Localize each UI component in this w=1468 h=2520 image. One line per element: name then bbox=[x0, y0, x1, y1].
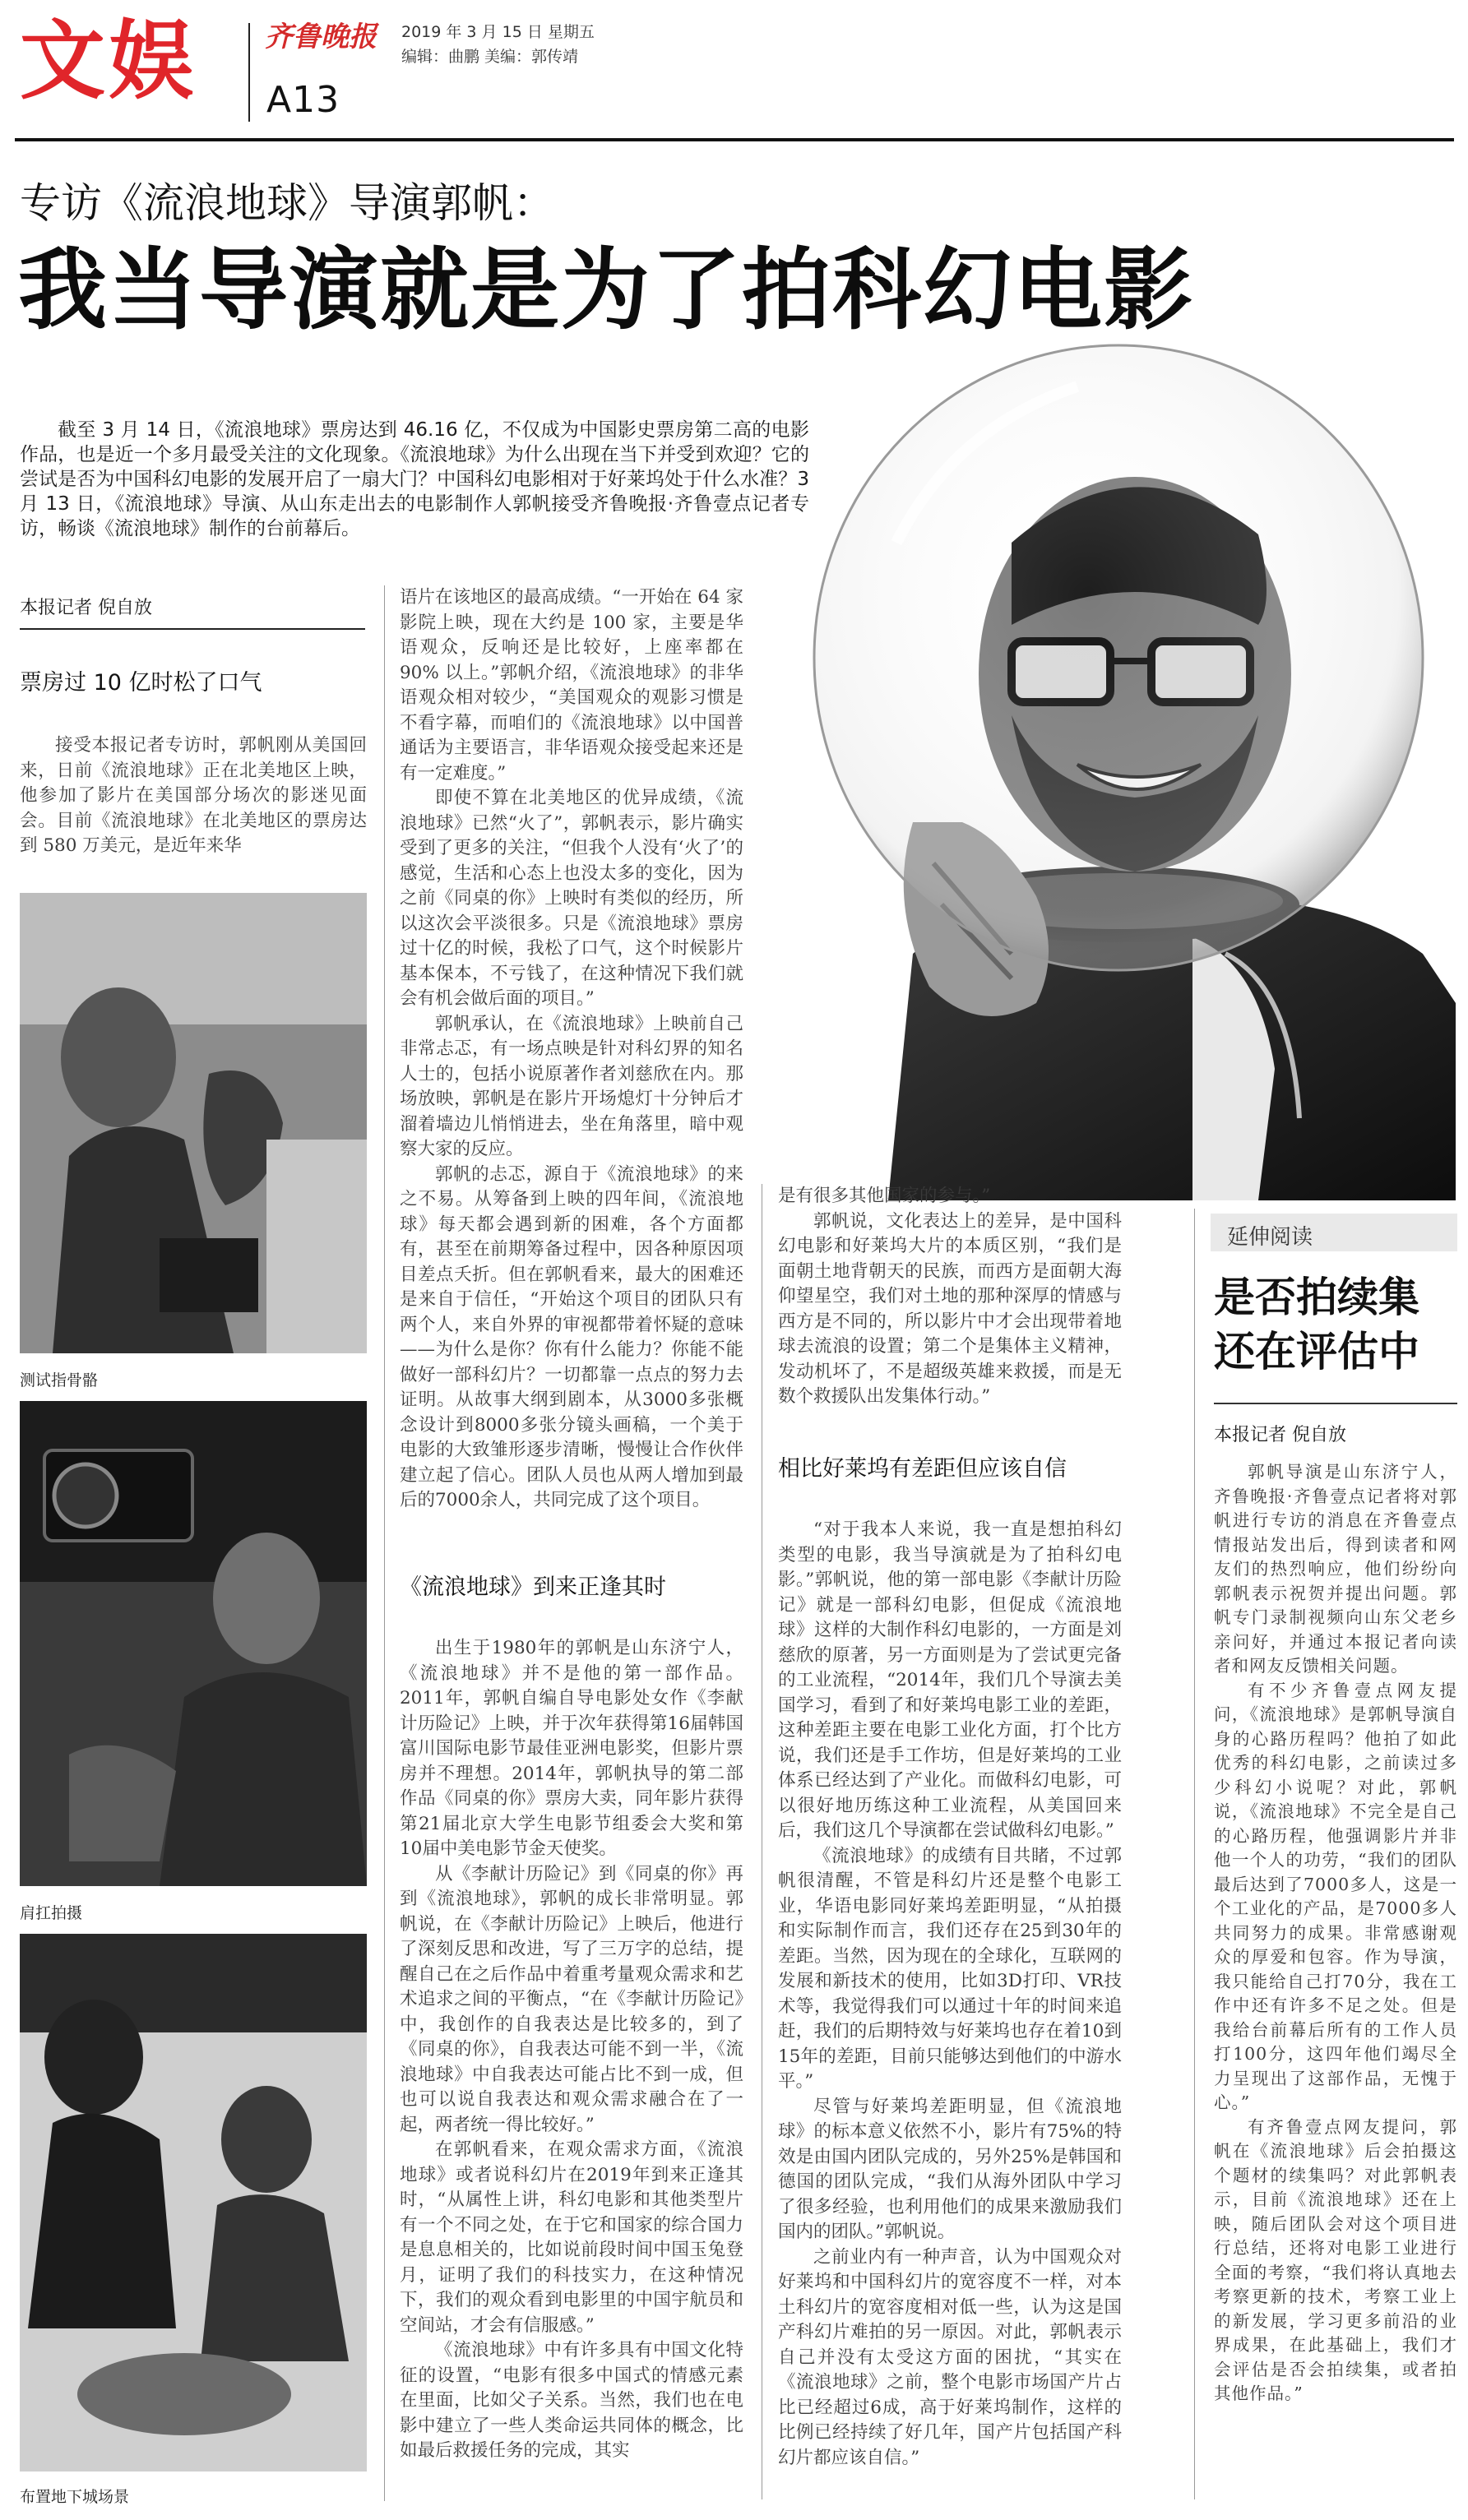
paper-logo: 齐鲁晚报 bbox=[265, 21, 377, 53]
column-divider bbox=[384, 585, 385, 2501]
paragraph: 《流浪地球》的成绩有目共睹，不过郭帆很清醒，不管是科幻片还是整个电影工业，华语电影同好莱坞差距明显，“从拍摄和实际制作而言，我们还存在25到30年的差距。当然，因为现在的全球化，互联网的发展和新技术的使用，比如3D打印、VR技术等，我觉得我们可以通过十年的时间来追赶，我们的后期特效与好莱坞也存在着10到15年的差距，目前只能够达到他们的中游水平。” bbox=[778, 1845, 1122, 2092]
sidebar-tag: 延伸阅读 bbox=[1227, 1225, 1313, 1250]
headline-main: 我当导演就是为了拍科幻电影 bbox=[18, 239, 1195, 342]
paragraph: 尽管与好莱坞差距明显，但《流浪地球》的标本意义依然不小，影片有75%的特效是由国内团队完成的，另外25%是韩国和德国的团队完成，“我们从海外团队中学习了很多经验，也利用他们的成果来激励我们国内的团队。”郭帆说。 bbox=[778, 2096, 1122, 2242]
article-byline: 本报记者 倪自放 bbox=[20, 598, 152, 618]
column-2-text bbox=[400, 585, 743, 1523]
column-3b-text bbox=[778, 1518, 1122, 2501]
sidebar-title bbox=[1214, 1270, 1419, 1379]
sidebar-title-line: 还在评估中 bbox=[1214, 1328, 1419, 1376]
masthead-rule bbox=[15, 138, 1454, 141]
column-2b-text bbox=[400, 1636, 743, 2499]
paragraph: “对于我本人来说，我一直是想拍科幻类型的电影，我当导演就是为了拍科幻电影。”郭帆说，他的第一部电影《李献计历险记》就是一部科幻电影，但促成《流浪地球》这样的大制作科幻电影的，一方面是刘慈欣的原著，另一方面则是为了尝试更完备的工业流程，“2014年，我们几个导演去美国学习，看到了和好莱坞电影工业的差距，这种差距主要在电影工业化方面，打个比方说，我们还是手工作坊，但是好莱坞的工业体系已经达到了产业化。而做科幻电影，可以很好地历练这种工业流程，从美国回来后，我们这几个导演都在尝试做科幻电影。” bbox=[778, 1519, 1122, 1841]
article-lead bbox=[20, 418, 809, 541]
director-portrait bbox=[765, 329, 1456, 1200]
subhead-timing: 《流浪地球》到来正逢其时 bbox=[400, 1574, 666, 1600]
headline-kicker: 专访《流浪地球》导演郭帆： bbox=[20, 179, 554, 227]
issue-editors: 编辑：曲鹏 美编：郭传靖 bbox=[401, 48, 579, 66]
paragraph: 出生于1980年的郭帆是山东济宁人，《流浪地球》并不是他的第一部作品。2011年，郭帆自编自导电影处女作《李献计历险记》上映，并于次年获得第16届韩国富川国际电影节最佳亚洲电影奖，但影片票房并不理想。2014年，郭帆执导的第二部作品《同桌的你》票房大卖，同年影片获得第21届北京大学生电影节组委会大奖和第10届中美电影节金天使奖。 bbox=[400, 1638, 743, 1859]
paragraph: 接受本报记者专访时，郭帆刚从美国回来，日前《流浪地球》正在北美地区上映，他参加了影片在美国部分场次的影迷见面会。目前《流浪地球》在北美地区的票房达到 580 万美元，是近年来华 bbox=[20, 735, 367, 856]
sidebar-rule bbox=[1214, 1403, 1457, 1404]
photo-caption-1: 测试指骨骼 bbox=[20, 1371, 99, 1389]
paragraph: 即使不算在北美地区的优异成绩，《流浪地球》已然“火了”，郭帆表示，影片确实受到了更多的关注，“但我个人没有‘火了’的感觉，生活和心态上也没太多的变化，因为之前《同桌的你》上映时有类似的经历，所以这次会平淡很多。只是《流浪地球》票房过十亿的时候，我松了口气，这个时候影片基本保本，不亏钱了，在这种情况下我们就会有机会做后面的项目。” bbox=[400, 788, 743, 1009]
column-divider bbox=[1194, 1209, 1195, 2499]
column-1-text bbox=[20, 733, 367, 890]
photo-underground-set bbox=[20, 1934, 367, 2471]
sidebar-text bbox=[1214, 1460, 1457, 2499]
sidebar-title-line: 是否拍续集 bbox=[1214, 1274, 1419, 1321]
subhead-hollywood-gap: 相比好莱坞有差距但应该自信 bbox=[778, 1456, 1067, 1482]
column-rule bbox=[20, 628, 365, 630]
masthead-divider bbox=[248, 23, 250, 122]
paragraph: 郭帆的忐忑，源自于《流浪地球》的来之不易。从筹备到上映的四年间，《流浪地球》每天都会遇到新的困难，各个方面都有，甚至在前期筹备过程中，因各种原因项目差点夭折。但在郭帆看来，最大的困难还是来自于信任，“开始这个项目的团队只有两个人，来自外界的审视都带着怀疑的意味——为什么是你？你有什么能力？你能不能做好一部科幻片？一切都靠一点点的努力去证明。从故事大纲到剧本，从3000多张概念设计到8000多张分镜头画稿，一个美于电影的大致雏形逐步清晰，慢慢让合作伙伴建立起了信心。团队人员也从两人增加到最后的7000余人，共同完成了这个项目。 bbox=[400, 1163, 743, 1510]
paragraph: 郭帆承认，在《流浪地球》上映前自己非常忐忑，有一场点映是针对科幻界的知名人士的，包括小说原著作者刘慈欣在内。那场放映，郭帆是在影片开场熄灯十分钟后才溜着墙边儿悄悄进去，坐在角落里，暗中观察大家的反应。 bbox=[400, 1013, 743, 1159]
lead-text: 截至 3 月 14 日，《流浪地球》票房达到 46.16 亿，不仅成为中国影史票房第二高的电影作品，也是近一个多月最受关注的文化现象。《流浪地球》为什么出现在当下并受到欢迎？它的尝试是否为中国科幻电影的发展开启了一扇大门？中国科幻电影相对于好莱坞处于什么水准？3 月 13 日，《流浪地球》导演、从山东走出去的电影制作人郭帆接受齐鲁晚报·齐鲁壹点记者专访，畅谈《流浪地球》制作的台前幕后。 bbox=[20, 419, 809, 539]
subhead-box-office: 票房过 10 亿时松了口气 bbox=[20, 670, 262, 696]
page-number: A13 bbox=[266, 79, 340, 121]
paragraph: 之前业内有一种声音，认为中国观众对好莱坞和中国科幻片的宽容度不一样，对本土科幻片的宽容度相对低一些，认为这是国产科幻片难拍的另一原因。对此，郭帆表示自己并没有太受这方面的困扰，“其实在《流浪地球》之前，整个电影市场国产片占比已经超过6成，高于好莱坞制作，这样的比例已经持续了好几年，国产片包括国产科幻片都应该自信。” bbox=[778, 2246, 1122, 2468]
paragraph: 从《李献计历险记》到《同桌的你》再到《流浪地球》，郭帆的成长非常明显。郭帆说，在《李献计历险记》上映后，他进行了深刻反思和改进，写了三万字的总结，提醒自己在之后作品中着重考量观众需求和艺术追求之间的平衡点，“在《李献计历险记》中，我创作的自我表达是比较多的，到了《同桌的你》，自我表达可能不到一半，《流浪地球》中自我表达可能占比不到一成，但也可以说自我表达和观众需求融合在了一起，两者统一得比较好。” bbox=[400, 1863, 743, 2135]
photo-caption-3: 布置地下城场景 bbox=[20, 2488, 130, 2506]
issue-date: 2019 年 3 月 15 日 星期五 bbox=[401, 23, 595, 41]
paragraph: 郭帆说，文化表达上的差异，是中国科幻电影和好莱坞大片的本质区别，“我们是面朝土地背朝天的民族，而西方是面朝大海仰望星空，我们对土地的那种深厚的情感与西方是不同的，所以影片中才会出现带着地球去流浪的设置；第二个是集体主义精神，发动机坏了，不是超级英雄来救援，而是无数个救援队出发集体行动。” bbox=[778, 1210, 1122, 1407]
paragraph: 郭帆导演是山东济宁人，齐鲁晚报·齐鲁壹点记者将对郭帆进行专访的消息在齐鲁壹点情报站发出后，得到读者和网友们的热烈响应，他们纷纷向郭帆表示祝贺并提出问题。郭帆专门录制视频向山东父老乡亲问好，并通过本报记者向读者和网友反馈相关问题。 bbox=[1214, 1462, 1457, 1676]
paragraph: 有不少齐鲁壹点网友提问，《流浪地球》是郭帆导演自身的心路历程吗？他拍了如此优秀的科幻电影，之前读过多少科幻小说呢？对此，郭帆说，《流浪地球》不完全是自己的心路历程，他强调影片并非他一个人的功劳，“我们的团队最后达到了7000多人，这是一个工业化的产品，是7000多人共同努力的成果。非常感谢观众的厚爱和包容。作为导演，我只能给自己打70分，我在工作中还有许多不足之处。但是我给台前幕后所有的工作人员打100分，这四年他们竭尽全力呈现出了这部作品，无愧于心。” bbox=[1214, 1680, 1457, 2112]
photo-shoulder-shot bbox=[20, 1401, 367, 1886]
sidebar-byline: 本报记者 倪自放 bbox=[1214, 1425, 1346, 1445]
photo-caption-2: 肩扛拍摄 bbox=[20, 1904, 83, 1922]
photo-skeleton-test bbox=[20, 893, 367, 1353]
paragraph: 语片在该地区的最高成绩。“一开始在 64 家影院上映，现在大约是 100 家，主要是华语观众，反响还是比较好，上座率都在 90% 以上。”郭帆介绍，《流浪地球》的非华语观众相对较少，“美国观众的观影习惯是不看字幕，而咱们的《流浪地球》以中国普通话为主要语言，非华语观众接受起来还是有一定难度。” bbox=[400, 587, 743, 784]
section-name: 文娱 bbox=[20, 11, 198, 111]
paragraph: 《流浪地球》中有许多具有中国文化特征的设置，“电影有很多中国式的情感元素在里面，比如父子关系。当然，我们也在电影中建立了一些人类命运共同体的概念，比如最后救援任务的完成，其实 bbox=[400, 2340, 743, 2461]
column-3-text bbox=[778, 1184, 1122, 1431]
paragraph: 在郭帆看来，在观众需求方面，《流浪地球》或者说科幻片在2019年到来正逢其时，“从属性上讲，科幻电影和其他类型片有一个不同之处，在于它和国家的综合国力是息息相关的，比如说前段时间中国玉兔登月，证明了我们的科技实力，在这种情况下，我们的观众看到电影里的中国宇航员和空间站，才会有信服感。” bbox=[400, 2139, 743, 2336]
paragraph: 有齐鲁壹点网友提问，郭帆在《流浪地球》后会拍摄这个题材的续集吗？对此郭帆表示，目前《流浪地球》还在上映，随后团队会对这个项目进行总结，还将对电影工业进行全面的考察，“我们将认真地去考察更新的技术，考察工业上的新发展，学习更多前沿的业界成果，在此基础上，我们才会评估是否会拍续集，或者拍其他作品。” bbox=[1214, 2116, 1457, 2403]
paragraph: 是有很多其他国家的参与。” bbox=[778, 1186, 991, 1206]
